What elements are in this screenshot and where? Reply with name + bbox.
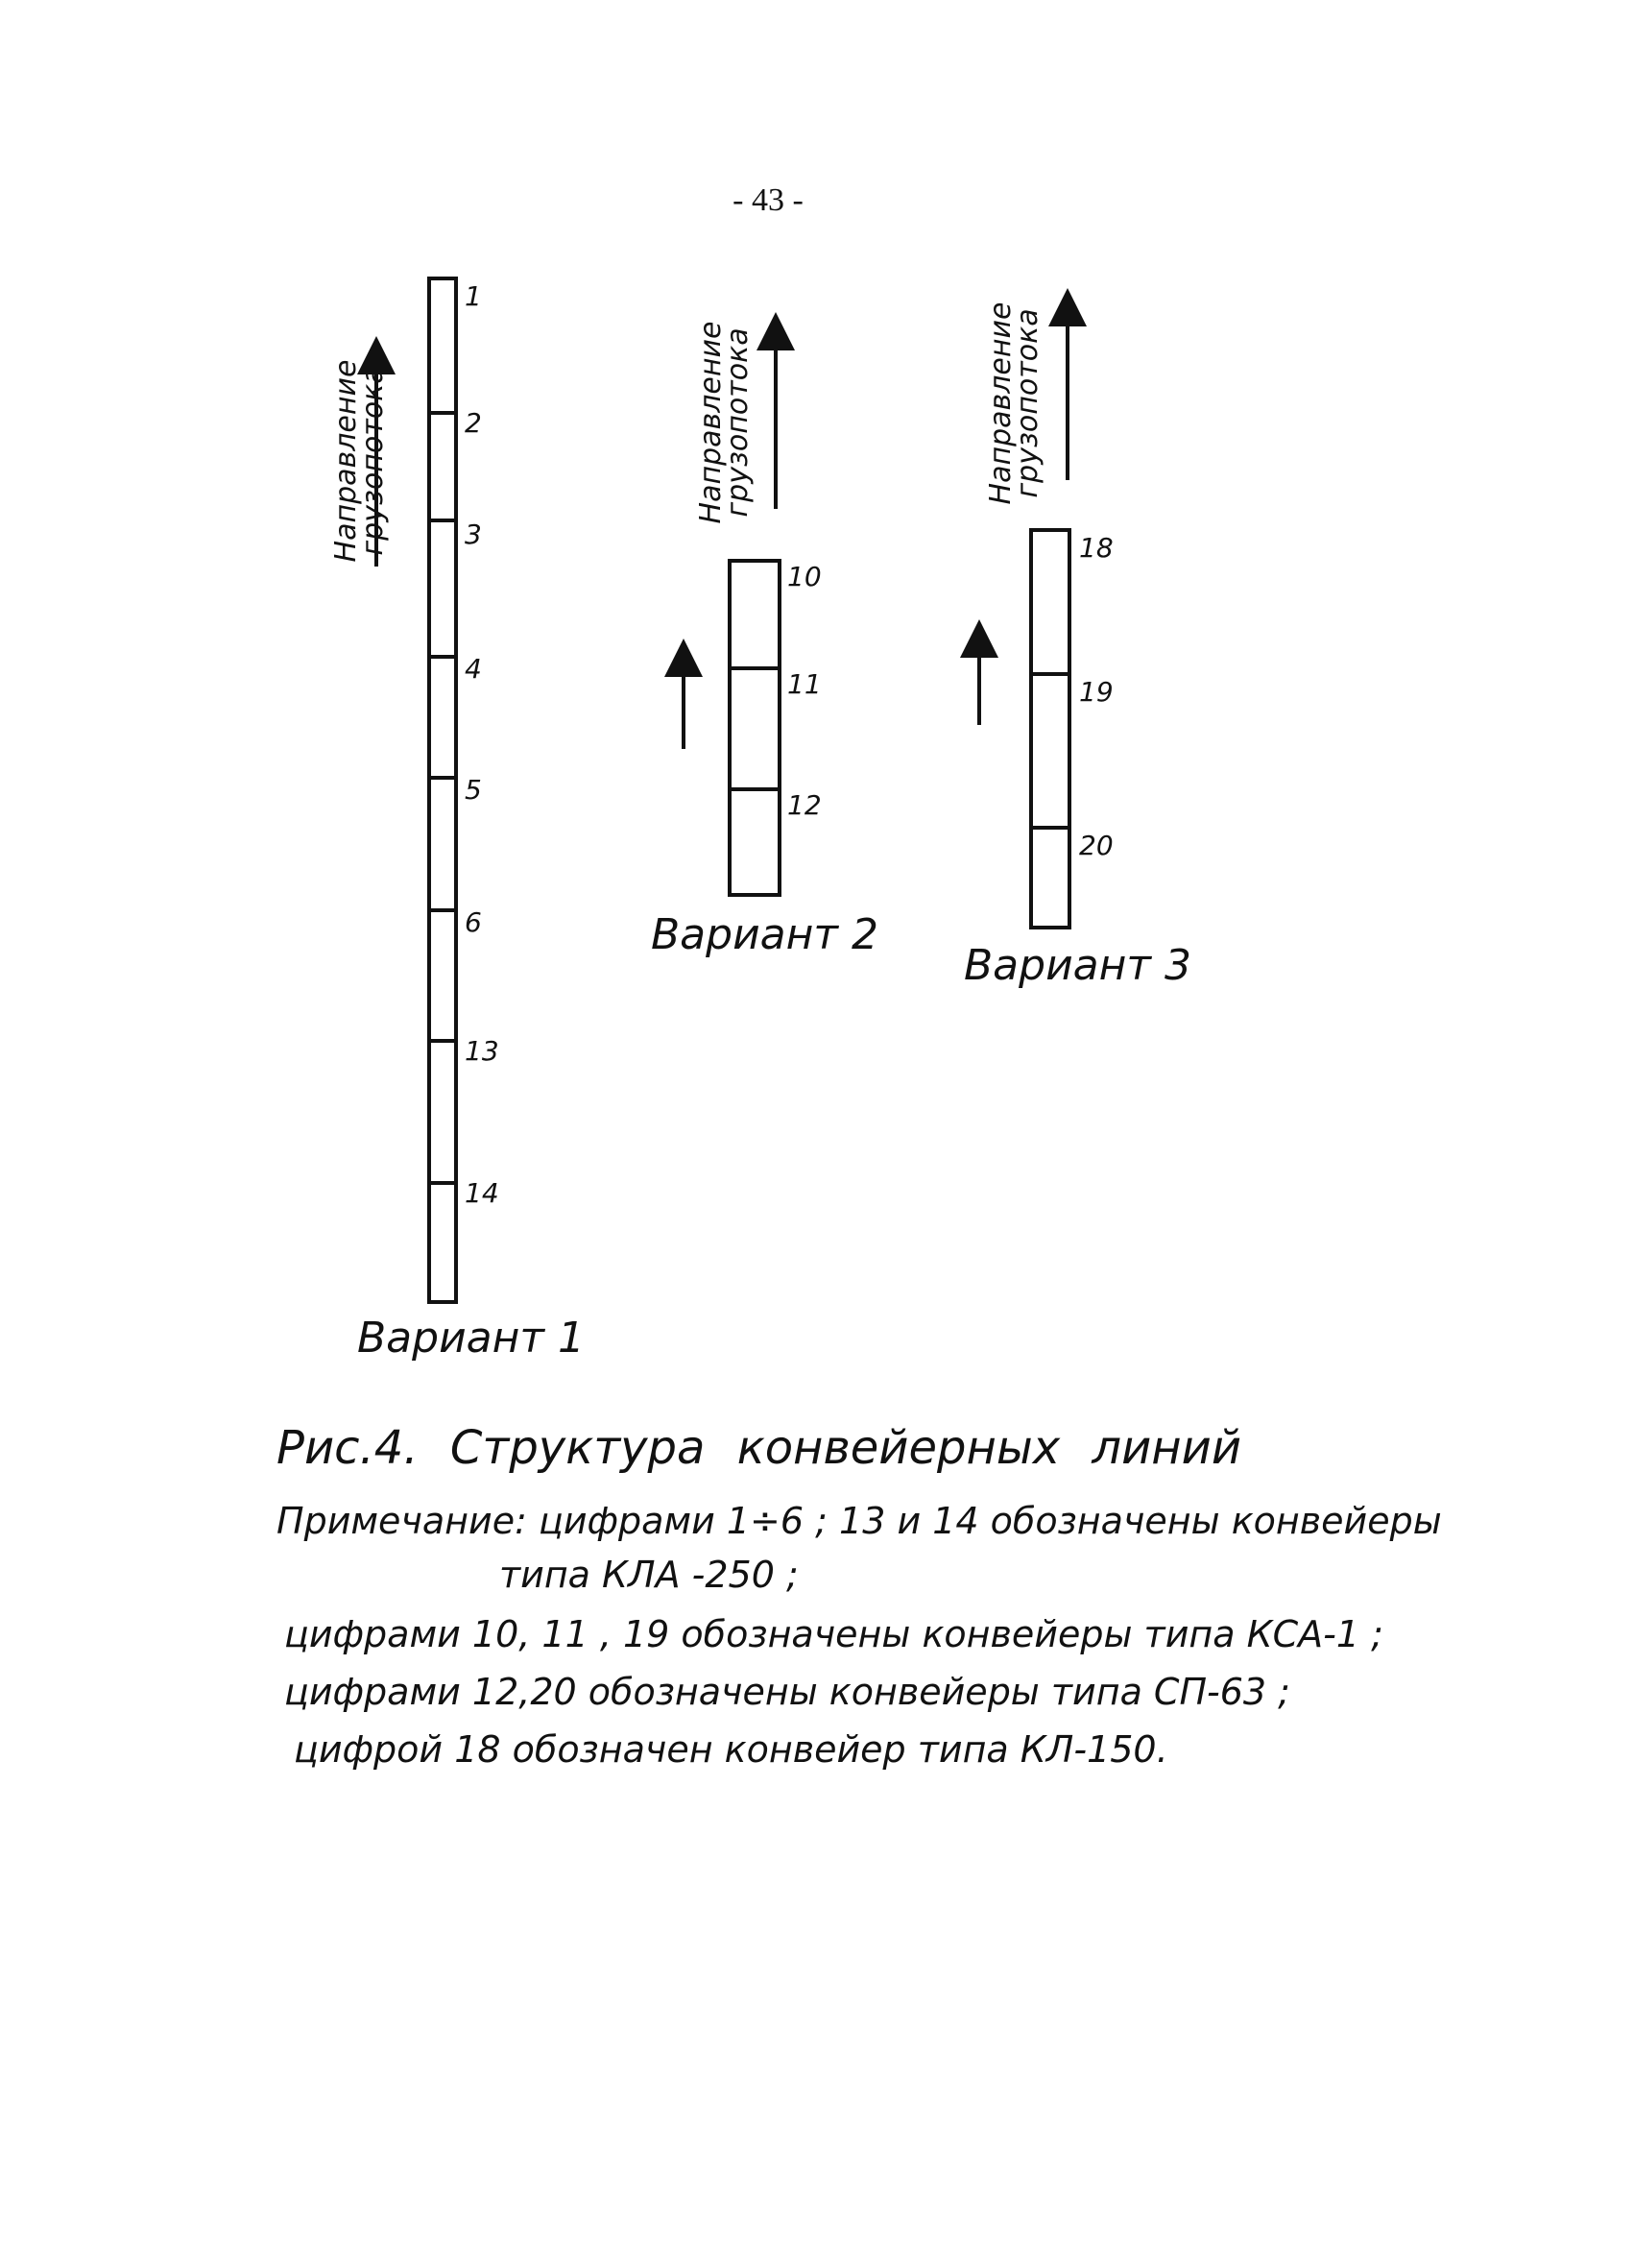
conveyor-number: 11 (787, 668, 822, 700)
page-number: - 43 - (732, 182, 804, 218)
conveyor-number: 2 (465, 407, 482, 439)
conveyor-segment (429, 778, 456, 910)
variant-3-diagram (964, 302, 1191, 990)
flow-direction-label-line1: Направление (329, 359, 363, 563)
flow-direction-label-line1: Направление (984, 302, 1018, 505)
conveyor-number: 3 (465, 519, 482, 550)
variant-1-title: Вариант 1 (357, 1314, 586, 1363)
flow-direction-label-line2: грузопотока (356, 366, 390, 556)
conveyor-number: 19 (1079, 676, 1114, 708)
conveyor-number: 12 (787, 789, 822, 821)
variant-2-flow-label (694, 322, 755, 524)
conveyor-number: 20 (1079, 830, 1114, 861)
flow-direction-label-line2: грузопотока (721, 327, 755, 518)
conveyor-segment (429, 278, 456, 413)
conveyor-number: 13 (465, 1035, 499, 1067)
conveyor-segment (1031, 674, 1069, 828)
variant-2-diagram (651, 322, 878, 959)
conveyor-segment (1031, 530, 1069, 674)
conveyor-segment (429, 1041, 456, 1183)
conveyor-segment (429, 520, 456, 657)
conveyor-segment (429, 1183, 456, 1302)
variant-3-flow-label (984, 302, 1045, 505)
conveyor-segment (429, 413, 456, 520)
note-line: цифрой 18 обозначен конвейер типа КЛ-150. (294, 1728, 1168, 1771)
conveyor-segment (730, 561, 780, 668)
note-line: цифрами 10, 11 , 19 обозначены конвейеры типа КСА-1 ; (284, 1613, 1383, 1655)
conveyor-number: 10 (787, 561, 822, 592)
conveyor-segment (730, 789, 780, 895)
conveyor-number: 4 (465, 653, 482, 685)
note-line: Примечание: цифрами 1÷6 ; 13 и 14 обозначены конвейеры (276, 1500, 1442, 1542)
conveyor-number: 18 (1079, 532, 1114, 564)
note-line: типа КЛА -250 ; (499, 1554, 799, 1596)
flow-direction-label-line1: Направление (694, 321, 728, 524)
conveyor-segment (1031, 828, 1069, 928)
conveyor-number: 5 (465, 774, 482, 806)
figure-caption-title: Рис.4. Структура конвейерных линий (276, 1421, 1242, 1475)
variant-3-title: Вариант 3 (964, 941, 1192, 990)
conveyor-number: 6 (465, 906, 482, 938)
variant-1-diagram (329, 278, 585, 1363)
flow-direction-label-line2: грузопотока (1011, 308, 1045, 498)
variant-2-title: Вариант 2 (651, 910, 879, 959)
conveyor-segment (730, 668, 780, 789)
conveyor-segment (429, 657, 456, 778)
conveyor-number: 14 (465, 1177, 499, 1209)
note-line: цифрами 12,20 обозначены конвейеры типа СП-63 ; (284, 1671, 1290, 1713)
variant-1-flow-label (329, 360, 390, 563)
conveyor-segment (429, 910, 456, 1041)
conveyor-number: 1 (465, 280, 482, 312)
